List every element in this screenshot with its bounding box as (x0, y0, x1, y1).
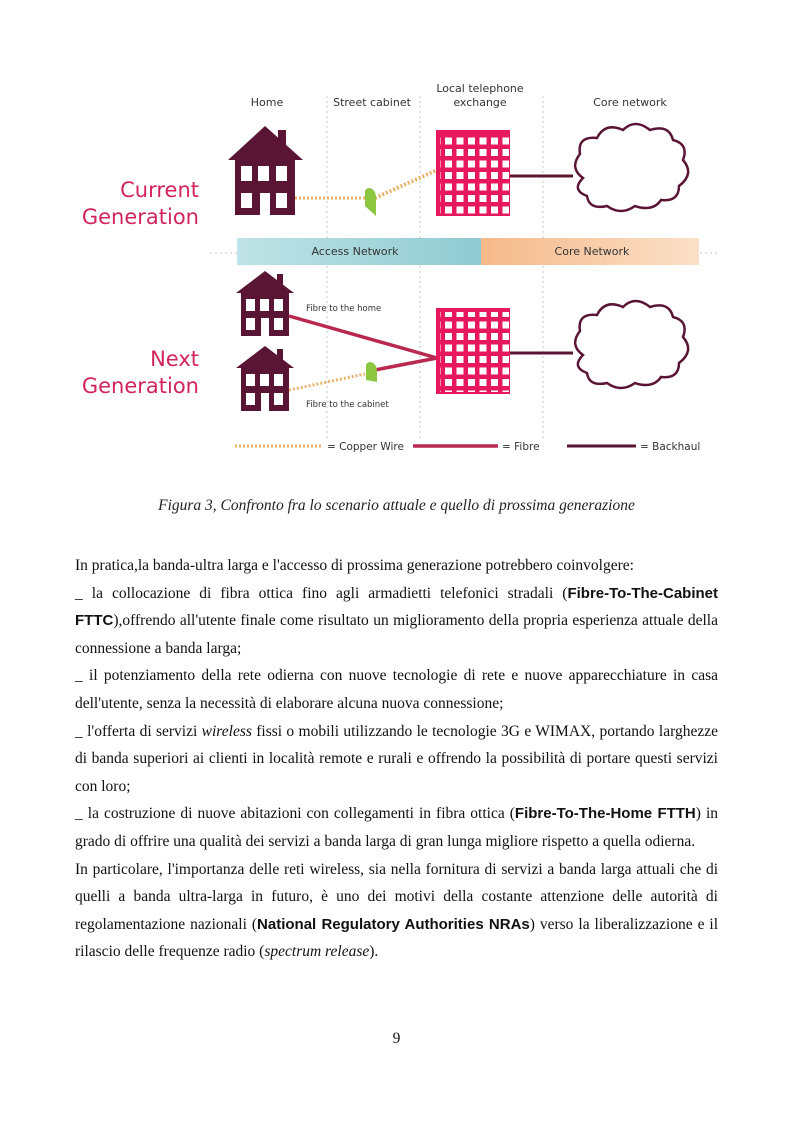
legend-copper-label: = Copper Wire (327, 441, 404, 453)
access-network-label: Access Network (311, 245, 399, 258)
fibre-line (375, 358, 437, 370)
header-street-cabinet: Street cabinet (333, 96, 411, 109)
list-item-fttc: _ la collocazione di fibra ottica fino agli armadietti telefonici stradali (Fibre-To-The-Cabinet FTTC),offrendo all'utente finale come risultato un miglioramento della propria esperienza attuale della connessione a banda larga; (75, 584, 718, 657)
fibre-line (289, 316, 437, 358)
header-exchange-line1: Local telephone (436, 82, 524, 95)
street-cabinet-icon (366, 362, 377, 382)
list-item-wireless: _ l'offerta di servizi wireless fissi o mobili utilizzando le tecnologie 3G e WIMAX, portando larghezze di banda superiori ai clienti in località remote e rurali e offrendo la possibilità di portare questi servizi con loro; (75, 722, 718, 795)
core-network-cloud-icon (575, 301, 688, 388)
page-number: 9 (392, 1030, 401, 1047)
header-home: Home (250, 96, 284, 109)
row-label-next-1: Next (150, 347, 199, 371)
figure-diagram (75, 78, 725, 463)
body-text (75, 552, 718, 966)
network-comparison-figure (75, 78, 725, 463)
row-label-current-2: Generation (81, 205, 199, 229)
street-cabinet-icon (365, 188, 376, 216)
legend-fibre-label: = Fibre (502, 441, 540, 453)
list-item-ftth: _ la costruzione di nuove abitazioni con collegamenti in fibra ottica (Fibre-To-The-Home FTTH) in grado di offrire una qualità dei servizi a banda larga di gran lunga migliore rispetto a quella odierna. (75, 805, 718, 850)
exchange-building-icon (436, 308, 510, 394)
legend-backhaul-label: = Backhaul (640, 441, 701, 453)
row-label-next-2: Generation (81, 374, 199, 398)
copper-wire-line (375, 170, 437, 198)
house-icon (228, 126, 303, 215)
row-label-current-1: Current (120, 178, 199, 202)
core-network-label: Core Network (554, 245, 630, 258)
intro-paragraph: In pratica,la banda-ultra larga e l'accesso di prossima generazione potrebbero coinvolgere: (75, 557, 634, 574)
ftth-label: Fibre to the home (306, 304, 382, 314)
header-core: Core network (593, 96, 667, 109)
house-icon (236, 346, 294, 411)
fttc-label: Fibre to the cabinet (306, 400, 389, 410)
exchange-building-icon (436, 130, 510, 216)
list-item-upgrade: _ il potenziamento della rete odierna con nuove tecnologie di rete e nuove apparecchiature in casa dell'utente, senza la necessità di elaborare alcuna nuova connessione; (75, 667, 718, 712)
figure-caption: Figura 3, Confronto fra lo scenario attuale e quello di prossima generazione (158, 497, 635, 514)
house-icon (236, 271, 294, 336)
core-network-cloud-icon (575, 124, 688, 211)
header-exchange-line2: exchange (453, 96, 507, 109)
closing-paragraph: In particolare, l'importanza delle reti wireless, sia nella fornitura di servizi a banda larga attuali che di quelli a banda ultra-larga in futuro, è uno dei motivi della costante attenzione delle autorità di regolamentazione nazionali (National Regulatory Authorities NRAs) verso la liberalizzazione e il rilascio delle frequenze radio (spectrum release). (75, 860, 719, 961)
